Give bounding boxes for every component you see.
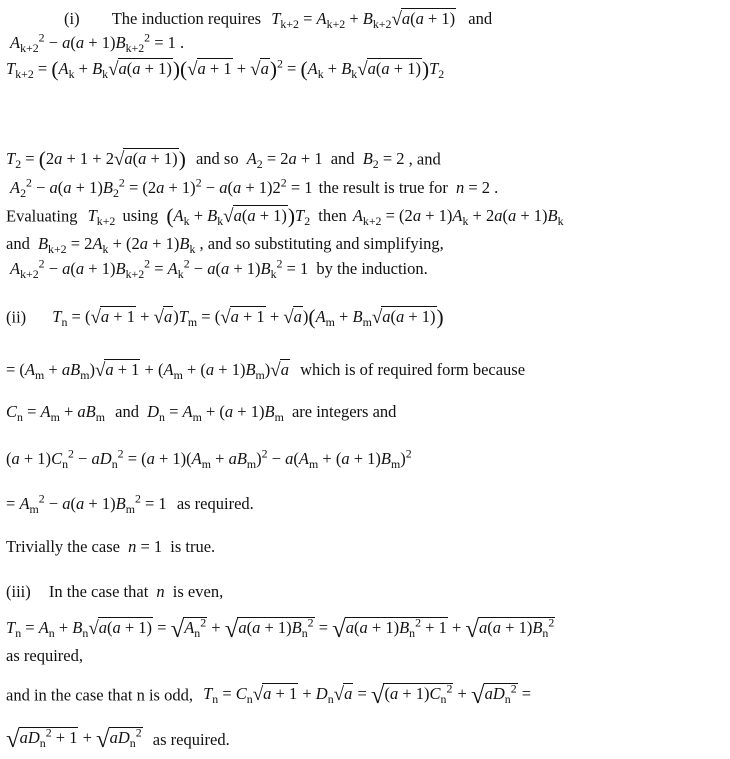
part-iii-label: (iii) [6,582,31,602]
part-ii-line-5 [6,491,254,517]
part-i-line6-text: and so [195,149,239,169]
equation-t-k-plus-2-symbol: $T_{k+2}$ [87,206,116,229]
equation-t-n-even: $T_n = A_n + B_n√a(a + 1) = √A_n^2 + √a(a + 1)B_n^2 = √a(a + 1)B_n^2 + 1 + √a(a + 1)B_n^2$ [6,615,555,643]
part-i-line8-text: Evaluating [6,206,78,226]
part-i-line1-text: The induction requires [111,9,262,29]
part-i-line-9 [6,234,444,257]
part-i-line6-and: and [330,149,355,169]
part-i-line9-text: , and so substituting and simplifying, [199,234,444,254]
equation-d-n: $D_n = A_m + (a + 1)B_m$ [147,402,284,425]
part-ii-label: (ii) [6,307,27,327]
part-iii-line1-text: In the case that [48,582,149,602]
part-i-line9-and: and [6,234,30,254]
part-i-line-6 [6,148,441,171]
part-iii-line-4 [6,682,531,709]
equation-c-n: $C_n = A_m + aB_m$ [6,402,106,425]
part-ii-line-4 [6,446,412,472]
equation-pell-m: = $A_m^2 - a(a + 1)B_m^2 = 1$ [6,491,167,517]
part-ii-line2-text: which is of required form because [300,360,526,380]
equation-b-k-plus-2-recurrence: $B_{k+2} = 2A_k + (2a + 1)B_k$ [37,234,196,257]
variable-n: n [156,582,165,602]
part-i-line-10 [10,256,428,282]
part-i-line-1 [10,8,492,31]
part-ii-line6-end: is true. [170,537,216,557]
equation-a2: $A_2 = 2a + 1$ [246,149,323,172]
part-i-line-3 [6,58,444,81]
part-i-line-7 [10,175,499,201]
part-i-line8-then: then [318,206,347,226]
equation-t-k-plus-2-expansion: $T_{k+2} = (A_k + B_k√a(a + 1))(√a + 1 + √a)^2 = (A_k + B_k√a(a + 1))T_2$ [6,56,445,82]
part-iii-line5-text: as required. [152,729,230,749]
equation-evaluating-product: $(A_k + B_k√a(a + 1))T_2$ [166,204,311,229]
part-ii-line-6 [6,537,215,556]
equation-b2: $B_2 = 2$ [362,149,405,172]
part-i-line-2 [10,30,185,56]
equation-t-n-expanded: = $(A_m + aB_m)√a + 1 + (A_m + (a + 1)B_m)√a$ [6,360,289,383]
part-i-line7-text: the result is true for [318,178,448,198]
equation-t-k-plus-2-def: $T_{k+2} = A_{k+2} + B_{k+2}√a(a + 1)$ [271,9,456,32]
equation-t-n-odd-final: $√aD_n^2 + 1 + √aD_n^2$ [6,725,142,753]
part-iii-line4-text: and in the case that n is odd, [6,685,193,705]
equation-n-equals-2: n = 2 . [455,178,499,198]
equation-pell-k-plus-2: $A_{k+2}^2 - a(a + 1)B_{k+2}^2 = 1$ . [10,30,185,56]
part-ii-line3-text: are integers and [291,402,397,422]
part-i-line-8 [6,205,564,228]
part-ii-line-1 [6,306,444,329]
equation-t-n-product: $T_n = (√a + 1 + √a)T_m = (√a + 1 + √a)(A_m + B_m√a(a + 1))$ [52,305,444,330]
part-iii-line3-text: as required, [6,646,83,666]
equation-n-equals-1: n = 1 [128,537,163,557]
part-iii-line-3 [6,646,83,665]
part-iii-line-1 [6,582,223,601]
equation-t2: $T_2 = (2a + 1 + 2√a(a + 1))$ [6,147,186,172]
part-i-line1-and: and [468,9,493,29]
part-ii-line6-text: Trivially the case [6,537,120,557]
equation-t-n-odd: $T_n = C_n√a + 1 + D_n√a = √(a + 1)C_n^2 + √aD_n^2$ = [203,681,532,709]
part-iii-line1-end: is even, [172,582,224,602]
part-iii-line-5 [6,726,230,753]
part-ii-line-3 [6,402,397,425]
part-i-line6-end: , and [408,149,441,169]
equation-pell-base-case: $A_2^2 - a(a + 1)B_2^2 = (2a + 1)^2 - a(a + 1)2^2 = 1$ [10,175,313,201]
part-iii-line-2 [6,616,555,643]
part-ii-line-2 [6,359,525,382]
equation-induction-step: $A_{k+2}^2 - a(a + 1)B_{k+2}^2 = A_k^2 - a(a + 1)B_k^2 = 1$ [10,256,309,282]
part-ii-line5-text: as required. [176,494,254,514]
part-i-label: (i) [64,9,80,29]
part-ii-line3-and: and [115,402,139,422]
part-i-line10-text: by the induction. [316,259,428,279]
equation-pell-cd: $(a + 1)C_n^2 - aD_n^2 = (a + 1)(A_m + aB_m)^2 - a(A_m + (a + 1)B_m)^2$ [6,446,412,472]
equation-a-k-plus-2-recurrence: $A_{k+2} = (2a + 1)A_k + 2a(a + 1)B_k$ [352,206,564,229]
part-i-line8-using: using [122,206,159,226]
